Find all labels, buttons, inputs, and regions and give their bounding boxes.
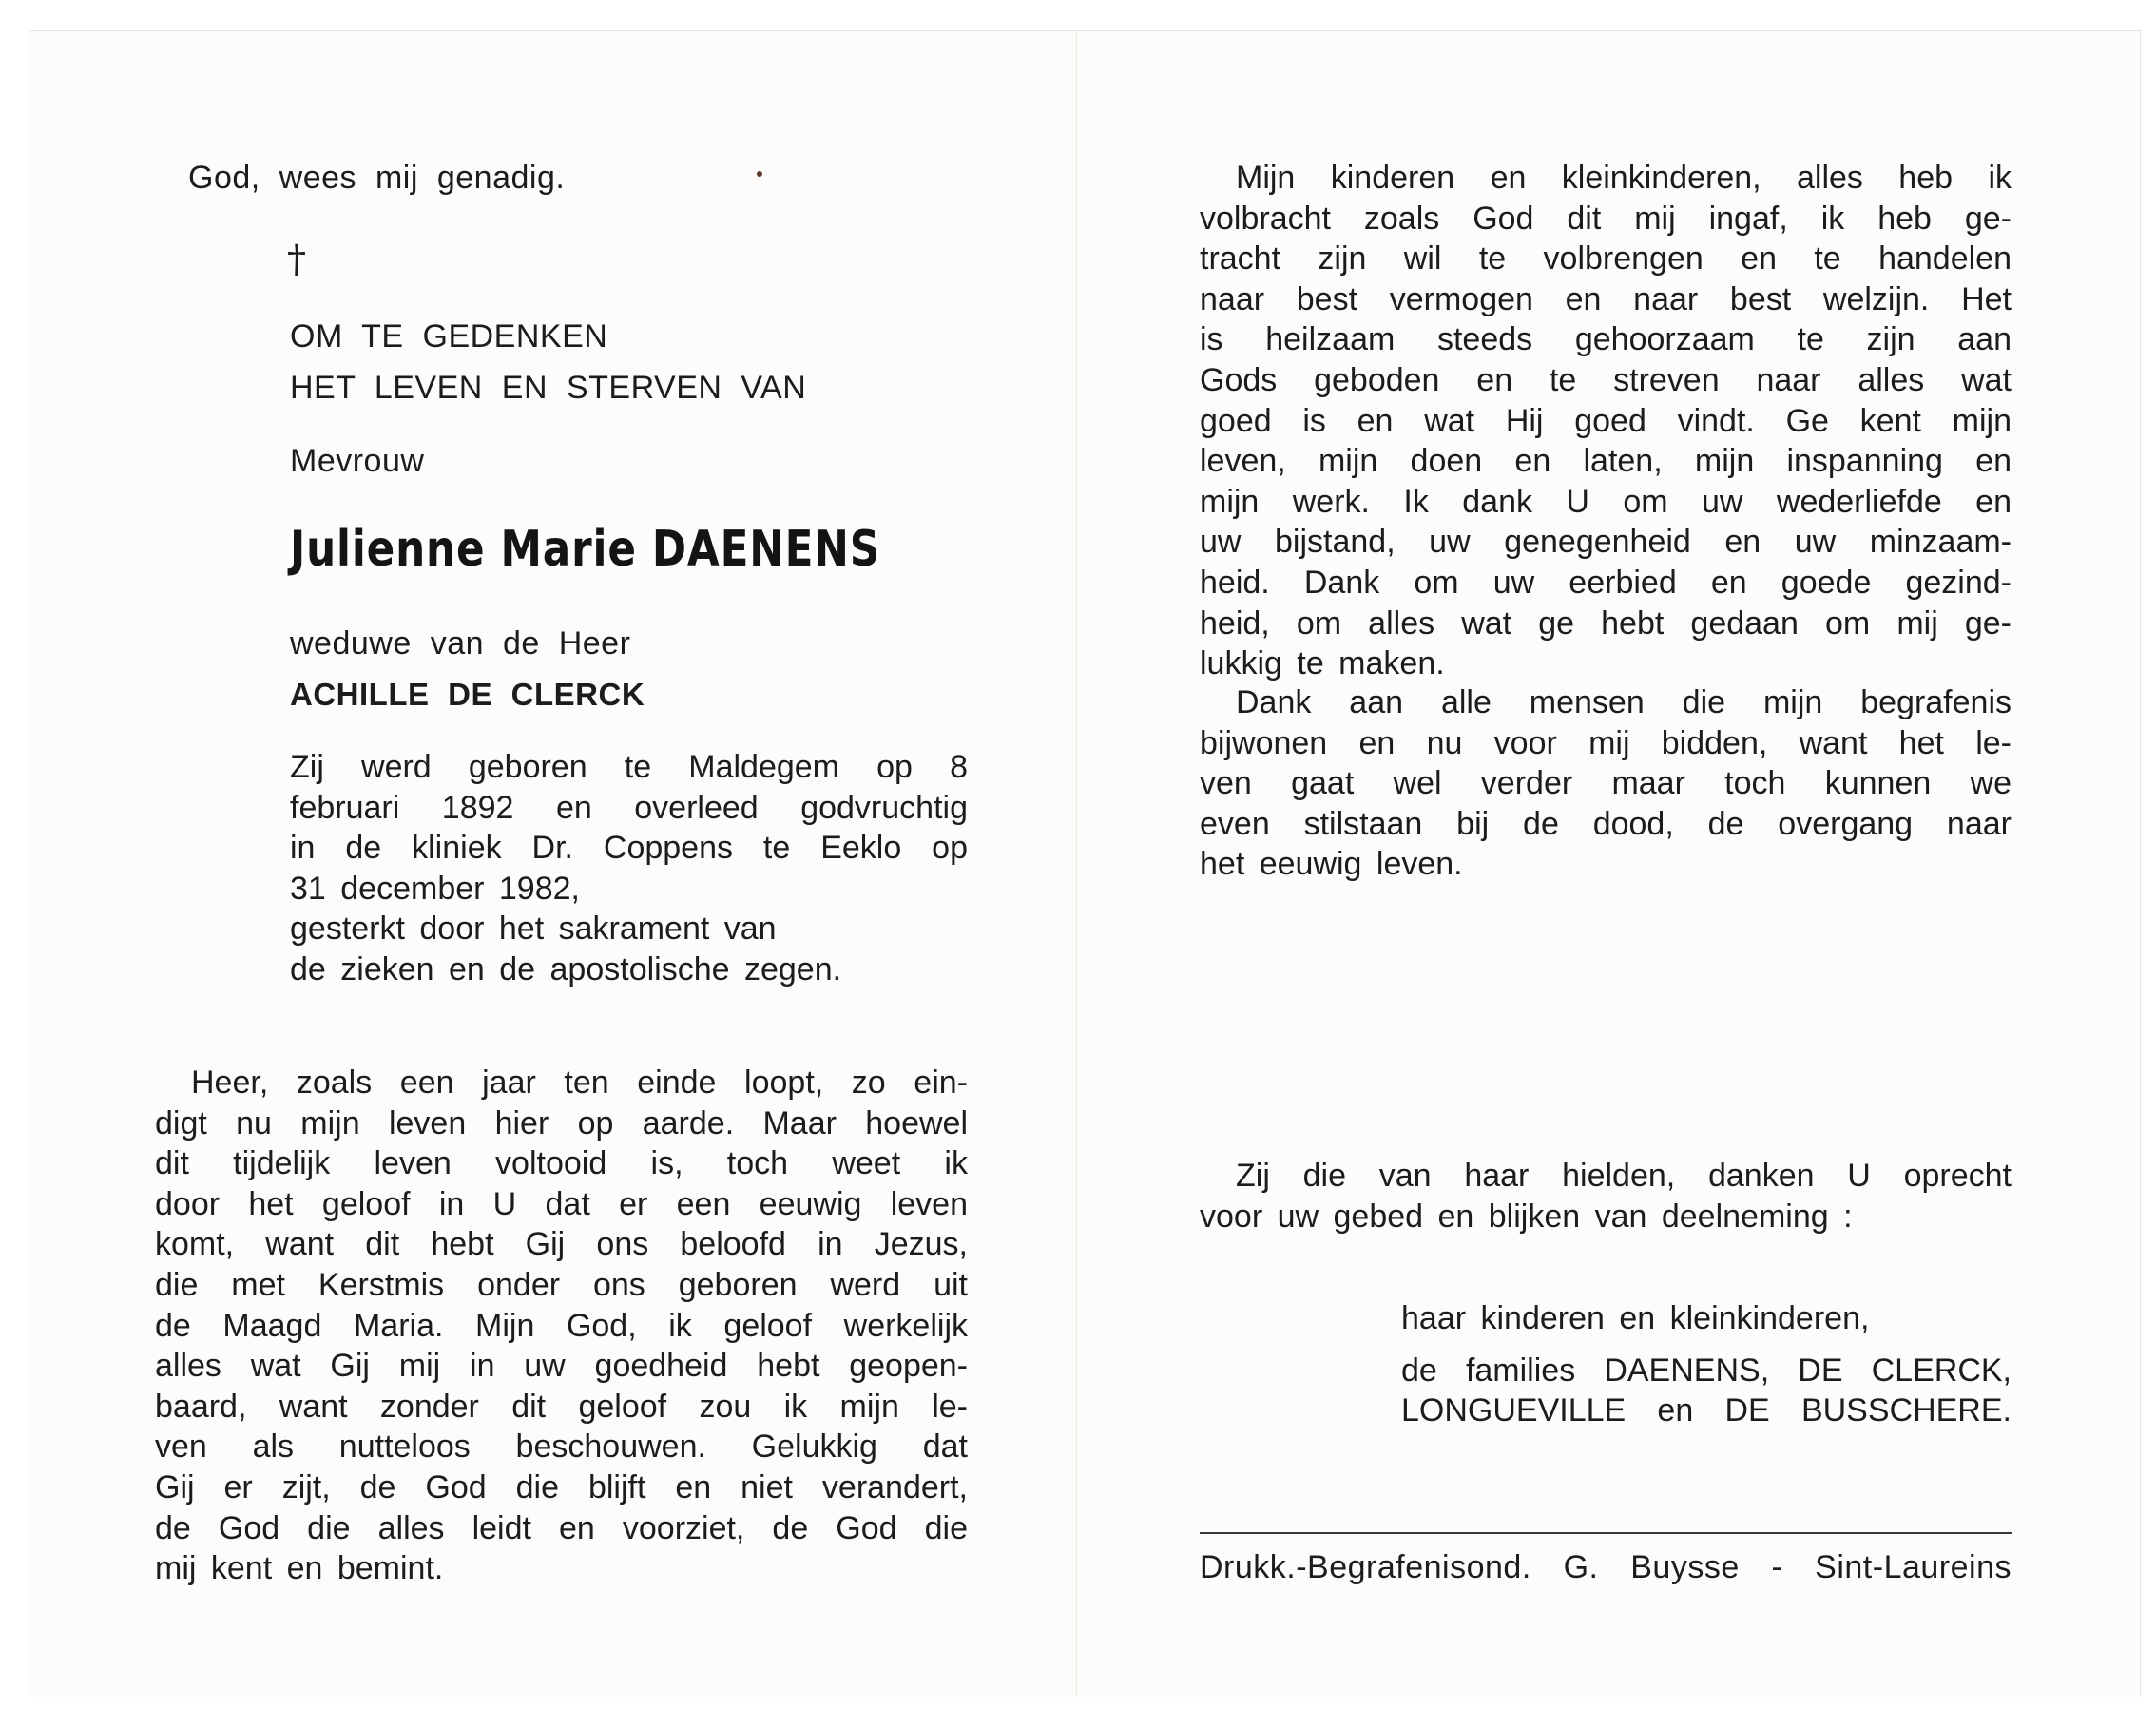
deceased-name: Julienne Marie DAENENS — [290, 521, 881, 578]
memorial-heading-line2: HET LEVEN EN STERVEN VAN — [290, 370, 807, 406]
thanks-line: Dank aan alle mensen die mijn begrafenis — [1236, 684, 2012, 720]
message-line: naar best vermogen en naar best welzijn. Het — [1200, 280, 2012, 317]
invocation: God, wees mij genadig. — [188, 160, 566, 196]
biography-line: gesterkt door het sakrament van — [290, 911, 777, 948]
divider-rule — [1200, 1532, 2012, 1534]
message-line: mijn werk. Ik dank U om uw wederliefde en — [1200, 483, 2012, 520]
prayer-line: die met Kerstmis onder ons geboren werd uit — [155, 1266, 968, 1303]
cross-icon: † — [287, 238, 307, 281]
message-line: Mijn kinderen en kleinkinderen, alles heb ik — [1236, 160, 2012, 196]
prayer-line: alles wat Gij mij in uw goedheid hebt geopen- — [155, 1348, 968, 1385]
prayer-line: komt, want dit hebt Gij ons beloofd in Jezus, — [155, 1226, 968, 1263]
family-signature — [1401, 1298, 2012, 1431]
message-line: tracht zijn wil te volbrengen en te handelen — [1200, 240, 2012, 278]
prayer-line: Heer, zoals een jaar ten einde loopt, zo ein- — [191, 1064, 968, 1101]
message-line: Gods geboden en te streven naar alles wat — [1200, 361, 2012, 398]
prayer-line: baard, want zonder dit geloof zou ik mijn le- — [155, 1388, 968, 1425]
message-line: leven, mijn doen en laten, mijn inspanning en — [1200, 443, 2012, 480]
gratitude-line: voor uw gebed en blijken van deelneming : — [1200, 1198, 1853, 1235]
thanks-line: even stilstaan bij de dood, de overgang naar — [1200, 805, 2012, 842]
message-line: uw bijstand, uw genegenheid en uw minzaam- — [1200, 524, 2012, 561]
biography — [290, 747, 968, 990]
thanks-line: bijwonen en nu voor mij bidden, want het le- — [1200, 724, 2012, 761]
message-line: goed is en wat Hij goed vindt. Ge kent mijn — [1200, 402, 2012, 439]
card-fold — [1076, 30, 1077, 1696]
biography-line: de zieken en de apostolische zegen. — [290, 950, 842, 988]
widow-of: weduwe van de Heer — [290, 625, 631, 662]
prayer-line: ven als nutteloos beschouwen. Gelukkig dat — [155, 1429, 968, 1466]
family-line: haar kinderen en kleinkinderen, — [1401, 1300, 1870, 1336]
ink-speck — [757, 171, 762, 177]
prayer-line: de Maagd Maria. Mijn God, ik geloof werkelijk — [155, 1307, 968, 1344]
biography-line: 31 december 1982, — [290, 870, 580, 907]
prayer-line: de God die alles leidt en voorziet, de God die — [155, 1509, 968, 1546]
farewell-message — [1200, 158, 2012, 684]
prayer — [155, 1063, 968, 1589]
family-line: LONGUEVILLE en DE BUSSCHERE. — [1401, 1392, 2012, 1429]
thanks-line: ven gaat wel verder maar toch kunnen we — [1200, 765, 2012, 802]
thanks-message — [1200, 682, 2012, 885]
biography-line: in de kliniek Dr. Coppens te Eeklo op — [290, 830, 968, 867]
prayer-line: Gij er zijt, de God die blijft en niet verandert, — [155, 1468, 968, 1505]
message-line: volbracht zoals God dit mij ingaf, ik heb ge- — [1200, 200, 2012, 237]
honorific: Mevrouw — [290, 443, 425, 479]
husband-name: ACHILLE DE CLERCK — [290, 677, 645, 712]
gratitude-message — [1200, 1156, 2012, 1237]
message-line: is heilzaam steeds gehoorzaam te zijn aan — [1200, 321, 2012, 358]
printer-credit: Drukk.-Begrafenisond. G. Buysse - Sint-Laureins — [1200, 1549, 2012, 1585]
prayer-line: dit tijdelijk leven voltooid is, toch weet ik — [155, 1145, 968, 1182]
biography-line: Zij werd geboren te Maldegem op 8 — [290, 749, 968, 785]
prayer-line: digt nu mijn leven hier op aarde. Maar hoewel — [155, 1104, 968, 1141]
memorial-heading-line1: OM TE GEDENKEN — [290, 318, 608, 355]
prayer-line: mij kent en bemint. — [155, 1550, 444, 1587]
message-line: lukkig te maken. — [1200, 645, 1445, 682]
message-line: heid, om alles wat ge hebt gedaan om mij ge- — [1200, 604, 2012, 642]
family-line: de families DAENENS, DE CLERCK, — [1401, 1352, 2012, 1389]
message-line: heid. Dank om uw eerbied en goede gezind- — [1200, 564, 2012, 601]
gratitude-line: Zij die van haar hielden, danken U oprecht — [1236, 1158, 2012, 1194]
thanks-line: het eeuwig leven. — [1200, 846, 1463, 883]
prayer-line: door het geloof in U dat er een eeuwig leven — [155, 1185, 968, 1222]
biography-line: februari 1892 en overleed godvruchtig — [290, 789, 968, 826]
